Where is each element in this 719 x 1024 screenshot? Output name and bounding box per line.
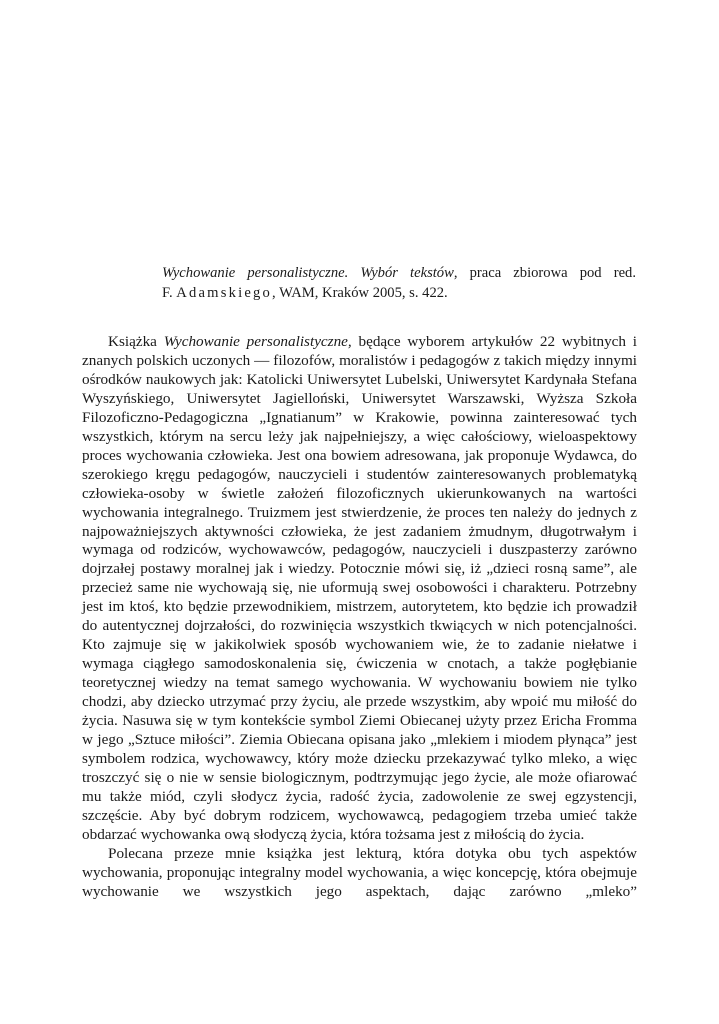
book-title-inline: Wychowanie personalistyczne,: [163, 333, 352, 350]
paragraph-2: [82, 845, 637, 902]
publisher-info: , WAM, Kraków 2005, s. 422.: [272, 285, 448, 301]
book-title: Wychowanie personalistyczne. Wybór tekstów: [162, 265, 454, 281]
book-citation: [162, 263, 636, 303]
editor-name: Adamskiego: [176, 285, 273, 301]
editor-initial: F.: [162, 285, 177, 301]
paragraph-text: będące wyborem artykułów 22 wybitnych i znanych polskich uczonych — filozofów, moralistów i pedagogów z takich między innymi ośrodków naukowych jak: Katolicki Uniwersytet Lubelski, Uniwersytet Kardynała Stefana Wyszyńskiego, Uniwersytet Jagielloński, Uniwersytet Warszawski, Wyższa Szkoła Filozoficzno-Pedagogiczna „Ignatianum” w Krakowie, powinna zainteresować tych wszystkich, którym na sercu leży jak najpełniejszy, a więc całościowy, wieloaspektowy proces wychowania człowieka. Jest ona bowiem adresowana, jak proponuje Wydawca, do szerokiego kręgu pedagogów, nauczycieli i studentów zainteresowanych problematyką człowieka-osoby w świetle założeń filozoficznych ukierunkowanych na wartości wychowania integralnego. Truizmem jest stwierdzenie, że proces ten należy do jednych z najpoważniejszych aktywności człowieka, że jest zadaniem żmudnym, długotrwałym i wymaga od rodziców, wychowawców, pedagogów, nauczycieli i duszpasterzy zarówno dojrzałej postawy moralnej jak i wiedzy. Potocznie mówi się, iż „dzieci rosną same”, ale przecież same nie wychowają się, nie uformują swej osobowości i charakteru. Potrzebny jest im ktoś, kto będzie przewodnikiem, mistrzem, autorytetem, kto będzie ich prowadził do autentycznej dojrzałości, do rozwinięcia wszystkich tkwiących w nich potencjalności. Kto zajmuje się w jakikolwiek sposób wychowaniem wie, że to zadanie niełatwe i wymaga ciągłego samodoskonalenia się, ćwiczenia w cnotach, a także pogłębianie teoretycznej wiedzy na temat samego wychowania. W wychowaniu bowiem nie tylko chodzi, aby dziecko utrzymać przy życiu, ale przede wszystkim, aby wpoić mu miłość do życia. Nasuwa się w tym kontekście symbol Ziemi Obiecanej użyty przez Ericha Fromma w jego „Sztuce miłości”. Ziemia Obiecana opisana jako „mlekiem i miodem płynąca” jest symbolem rodzica, wychowawcy, który może dziecku przekazywać tylko mleko, a więc troszczyć się o nie w sensie biologicznym, podtrzymując jego życie, ale może ofiarować mu także miód, czyli słodycz życia, radość życia, zadowolenie ze swej egzystencji, szczęście. Aby być dobrym rodzicem, wychowawcą, pedagogiem trzeba umieć także obdarzać wychowanka ową słodyczą życia, która tożsama jest z miłością do życia.: [82, 333, 637, 843]
citation-type: , praca zbiorowa pod red.: [453, 265, 636, 281]
paragraph-1: [82, 333, 637, 845]
review-body: [82, 333, 637, 902]
citation-line: [162, 263, 636, 283]
paragraph-lead: Książka: [108, 333, 164, 350]
citation-line: [162, 283, 636, 303]
paragraph-text: Polecana przeze mnie książka jest lekturą, która dotyka obu tych aspektów wychowania, proponując integralny model wychowania, a więc koncepcję, która obejmuje wychowanie we wszystkich jego aspektach, dając zarówno „mleko”: [82, 844, 637, 900]
